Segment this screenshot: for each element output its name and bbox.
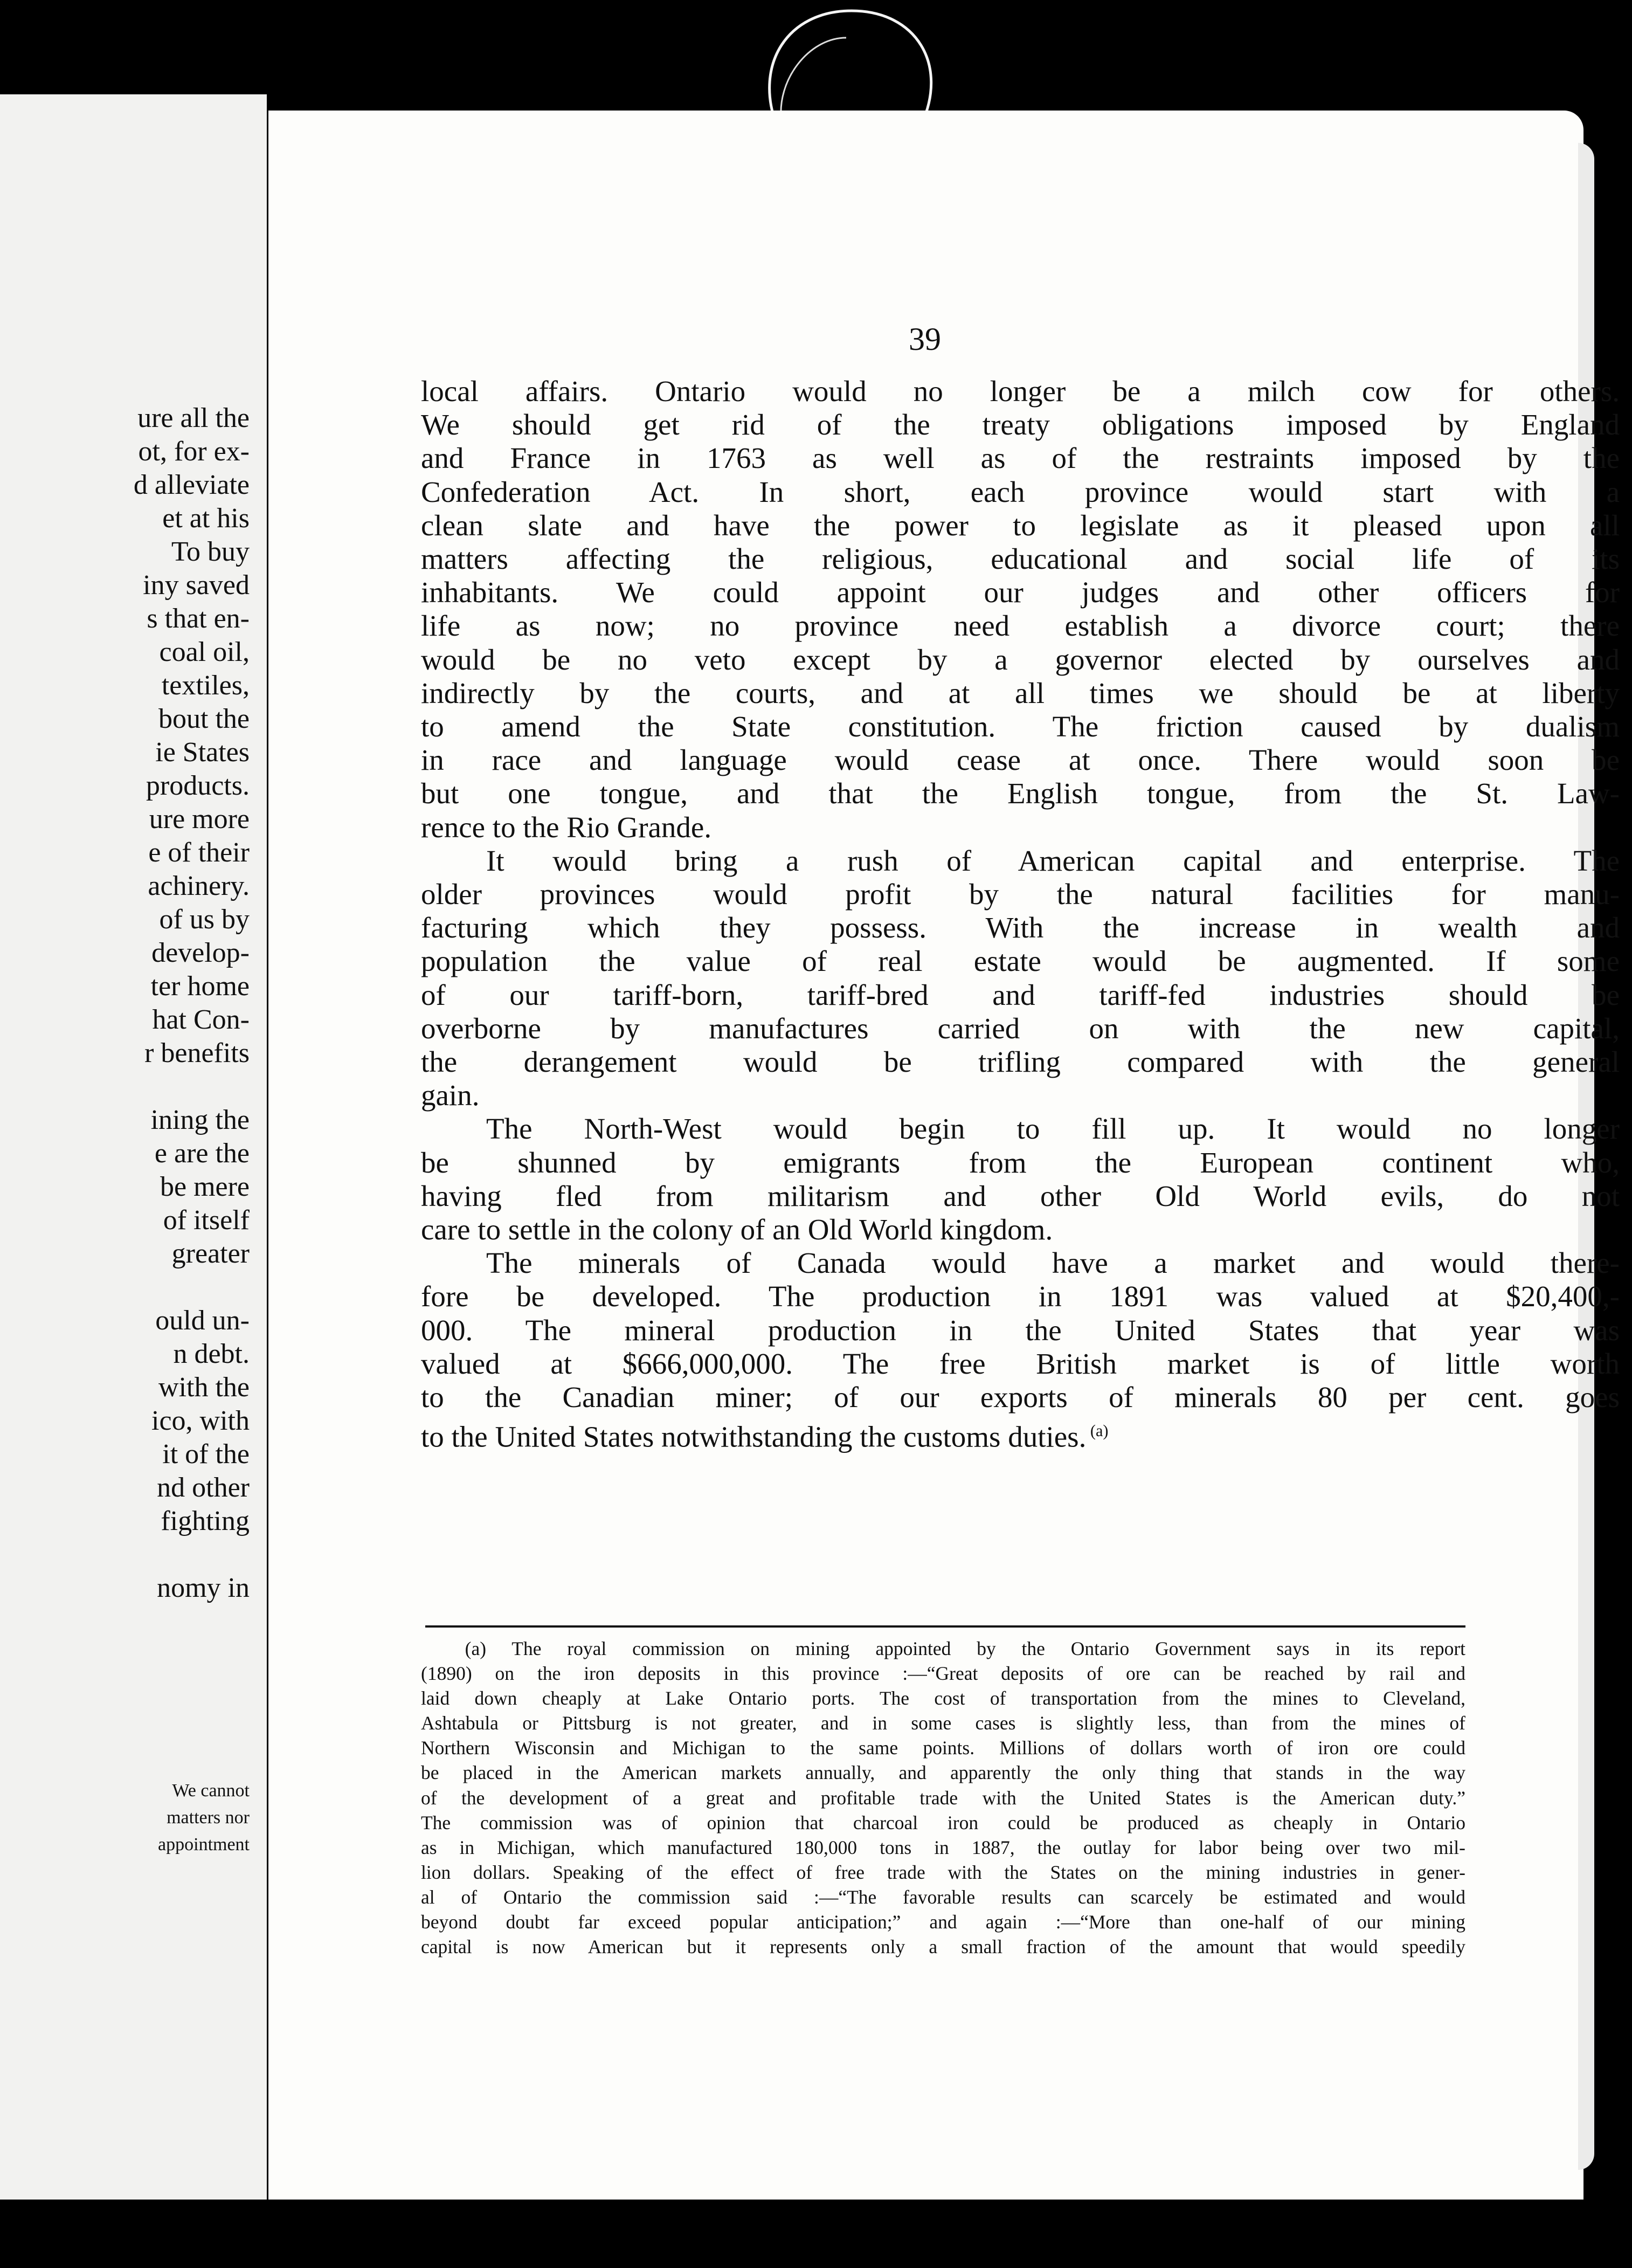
left-page-line: nomy in xyxy=(157,1573,250,1603)
body-line: population the value of real estate would be augmented. If some xyxy=(421,945,1620,978)
left-page-line: n debt. xyxy=(173,1339,250,1369)
body-line: facturing which they possess. With the increase in wealth and xyxy=(421,911,1620,945)
left-page-line: ining the xyxy=(150,1105,250,1135)
body-line: having fled from militarism and other Old World evils, do not xyxy=(421,1179,1620,1212)
left-page-line: of us by xyxy=(159,904,250,935)
body-line: Confederation Act. In short, each province would start with a xyxy=(421,475,1620,508)
body-line: The North-West would begin to fill up. It would no longer xyxy=(486,1112,1620,1146)
left-page-line: To buy xyxy=(171,536,250,567)
footnote-line: (1890) on the iron deposits in this province :—“Great deposits of ore can be reached by rail and xyxy=(421,1663,1465,1685)
footnote-line: laid down cheaply at Lake Ontario ports. The cost of transportation from the mines to Cleveland, xyxy=(421,1687,1465,1709)
left-page-line: ure all the xyxy=(137,403,250,433)
footnote-line: lion dollars. Speaking of the effect of free trade with the States on the mining industries in gener- xyxy=(421,1861,1465,1883)
left-page-fragment xyxy=(0,94,267,2200)
body-text xyxy=(421,375,1620,1454)
body-line: to the United States notwithstanding the customs duties. $^{(a)}$ xyxy=(421,1420,1109,1453)
left-page-line: it of the xyxy=(162,1439,250,1470)
body-line: rence to the Rio Grande. xyxy=(421,810,712,844)
left-page-line: products. xyxy=(146,770,250,801)
left-page-line: ie States xyxy=(155,737,250,768)
footnote-line: (a) The royal commission on mining appointed by the Ontario Government says in its report xyxy=(465,1638,1465,1659)
left-page-footnote-line: matters nor xyxy=(167,1808,250,1828)
left-page-line: nd other xyxy=(157,1472,250,1503)
body-line: life as now; no province need establish a divorce court; there xyxy=(421,609,1620,643)
body-line: the derangement would be trifling compared with the general xyxy=(421,1045,1620,1079)
page-number: 39 xyxy=(909,321,941,357)
left-page-footnote-line: We cannot xyxy=(172,1781,250,1801)
left-page-line: coal oil, xyxy=(159,637,250,667)
left-page-line: ot, for ex- xyxy=(138,436,250,467)
body-line: It would bring a rush of American capital and enterprise. The xyxy=(486,844,1620,877)
left-page-line: fighting xyxy=(161,1506,250,1536)
footnote-divider xyxy=(425,1625,1465,1628)
footnote-line: beyond doubt far exceed popular anticipation;” and again :—“More than one-half of our mining xyxy=(421,1911,1465,1933)
footnote-line: Ashtabula or Pittsburg is not greater, and in some cases is slightly less, than from the mines of xyxy=(421,1712,1465,1734)
body-line: 000. The mineral production in the United States that year was xyxy=(421,1313,1620,1347)
body-line: indirectly by the courts, and at all times we should be at liberty xyxy=(421,676,1620,709)
footnote-line: as in Michigan, which manufactured 180,000 tons in 1887, the outlay for labor being over two mil- xyxy=(421,1836,1465,1858)
body-line: overborne by manufactures carried on with the new capital, xyxy=(421,1011,1620,1045)
page-39 xyxy=(268,111,1620,2200)
left-page-line: et at his xyxy=(162,503,250,534)
left-page-line: achinery. xyxy=(148,871,250,901)
left-page-line: ure more xyxy=(149,804,250,835)
body-line: to the Canadian miner; of our exports of minerals 80 per cent. goes xyxy=(421,1381,1620,1414)
footnote-line: of the development of a great and profitable trade with the United States is the American duty.” xyxy=(421,1787,1465,1809)
body-line: valued at $666,000,000. The free British market is of little worth xyxy=(421,1347,1620,1380)
body-line: be shunned by emigrants from the European continent who, xyxy=(421,1146,1620,1179)
body-line: and France in 1763 as well as of the restraints imposed by the xyxy=(421,442,1620,475)
body-line: to amend the State constitution. The friction caused by dualism xyxy=(421,710,1620,743)
footnote-line: The commission was of opinion that charcoal iron could be produced as cheaply in Ontario xyxy=(421,1811,1465,1833)
body-line: The minerals of Canada would have a market and would there- xyxy=(486,1246,1620,1280)
left-page-footnote-line: appointment xyxy=(158,1835,250,1855)
left-page-line: d alleviate xyxy=(133,470,250,500)
body-line: in race and language would cease at once. There would soon be xyxy=(421,743,1620,777)
left-page-line: ter home xyxy=(150,971,250,1002)
left-page-line: bout the xyxy=(158,704,250,734)
footnote-line: al of Ontario the commission said :—“The favorable results can scarcely be estimated and would xyxy=(421,1886,1465,1908)
left-page-line: of itself xyxy=(163,1205,250,1236)
body-line: matters affecting the religious, educational and social life of its xyxy=(421,542,1620,576)
body-line: older provinces would profit by the natural facilities for manu- xyxy=(421,878,1620,911)
footnote-line: Northern Wisconsin and Michigan to the same points. Millions of dollars worth of iron ore could xyxy=(421,1737,1465,1759)
left-page-line: hat Con- xyxy=(152,1004,250,1035)
left-page-line: greater xyxy=(171,1238,250,1269)
footnote xyxy=(421,1636,1465,1959)
footnote-marker: (a) xyxy=(1086,1422,1109,1440)
body-line: We should get rid of the treaty obligations imposed by England xyxy=(421,408,1620,442)
footnote-line: capital is now American but it represents only a small fraction of the amount that would speedily xyxy=(421,1936,1465,1958)
left-page-line: textiles, xyxy=(161,670,250,701)
left-page-line: r benefits xyxy=(144,1038,250,1068)
left-page-line: e are the xyxy=(154,1138,250,1169)
body-line: gain. xyxy=(421,1079,480,1112)
body-line: but one tongue, and that the English tongue, from the St. Law- xyxy=(421,777,1620,810)
body-line: local affairs. Ontario would no longer be a milch cow for others. xyxy=(421,375,1620,408)
body-line: clean slate and have the power to legislate as it pleased upon all xyxy=(421,508,1620,542)
left-page-line: develop- xyxy=(151,937,250,968)
left-page-line: e of their xyxy=(148,837,250,868)
body-line: inhabitants. We could appoint our judges and other officers for xyxy=(421,576,1620,609)
body-line: care to settle in the colony of an Old World kingdom. xyxy=(421,1213,1053,1246)
body-line: of our tariff-born, tariff-bred and tariff-fed industries should be xyxy=(421,978,1620,1011)
body-line: would be no veto except by a governor elected by ourselves and xyxy=(421,643,1620,676)
left-page-line: ico, with xyxy=(151,1405,250,1436)
body-line: fore be developed. The production in 1891 was valued at $20,400,- xyxy=(421,1280,1620,1313)
left-page-line: s that en- xyxy=(147,603,250,634)
left-page-line: be mere xyxy=(160,1171,250,1202)
left-page-line: ould un- xyxy=(155,1305,250,1336)
footnote-line: be placed in the American markets annually, and apparently the only thing that stands in the way xyxy=(421,1762,1465,1784)
left-page-line: iny saved xyxy=(143,570,250,601)
left-page-line: with the xyxy=(158,1372,250,1403)
